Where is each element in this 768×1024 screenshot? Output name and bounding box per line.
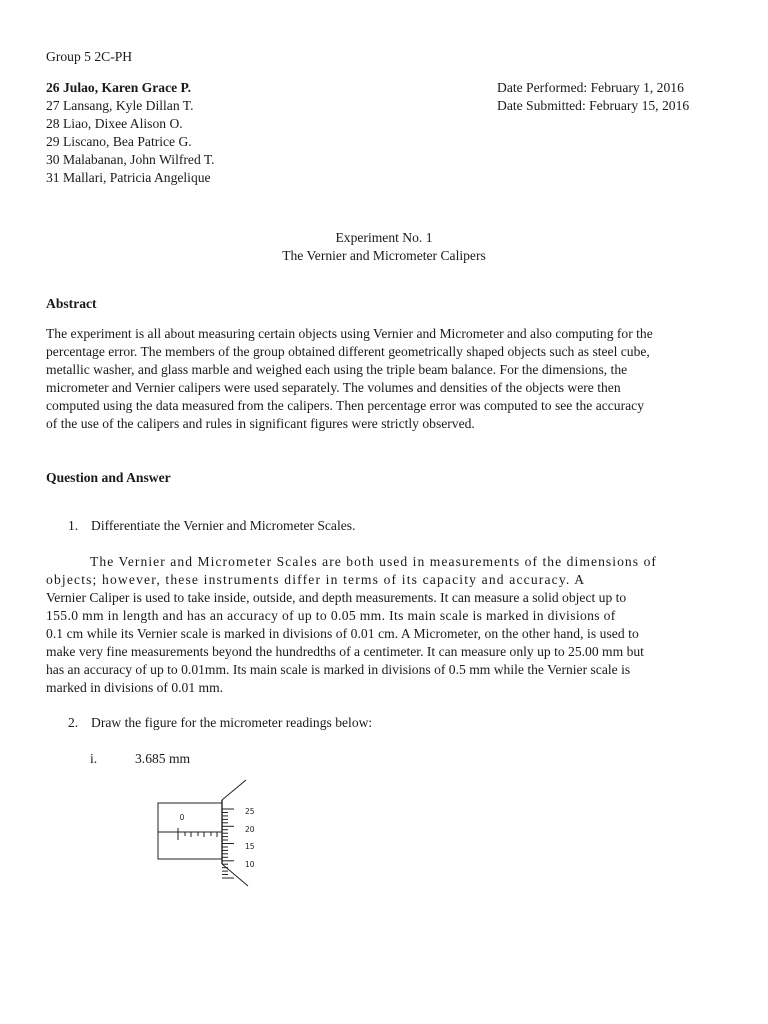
date-block: [497, 79, 689, 115]
answer-line: Vernier Caliper is used to take inside, outside, and depth measurements. It can measure a solid object up to: [46, 590, 627, 605]
thimble-label: 15: [245, 842, 255, 851]
thimble-label: 25: [245, 807, 255, 816]
abstract-line: percentage error. The members of the group obtained different geometrically shaped objects such as steel cube,: [46, 344, 650, 359]
question-2-text: Draw the figure for the micrometer readings below:: [91, 715, 373, 730]
abstract-line: of the use of the calipers and rules in significant figures were strictly observed.: [46, 416, 475, 431]
abstract-paragraph: [46, 325, 723, 433]
micrometer-sleeve: [158, 803, 222, 859]
answer-line: The Vernier and Micrometer Scales are both used in measurements of the dimensions of: [90, 554, 657, 569]
group-label: Group 5 2C-PH: [46, 49, 133, 64]
answer-line: objects; however, these instruments differ in terms of its capacity and accuracy. A: [46, 572, 586, 587]
abstract-line: metallic washer, and glass marble and weighed each using the triple beam balance. For the dimensions, the: [46, 362, 628, 377]
abstract-line: computed using the data measured from the calipers. Then percentage error was computed to see the accuracy: [46, 398, 644, 413]
abstract-line: The experiment is all about measuring certain objects using Vernier and Micrometer and also computing for the: [46, 326, 653, 341]
date-submitted: Date Submitted: February 15, 2016: [497, 98, 690, 113]
thimble-label: 20: [245, 825, 255, 834]
member-4: 29 Liscano, Bea Patrice G.: [46, 134, 192, 149]
reading-i-value: 3.685 mm: [135, 751, 191, 766]
answer-1-paragraph: [46, 553, 724, 697]
member-5: 30 Malabanan, John Wilfred T.: [46, 152, 215, 167]
thimble-label: 10: [245, 860, 255, 869]
answer-line: marked in divisions of 0.01 mm.: [46, 680, 224, 695]
micrometer-figure: [150, 776, 280, 892]
member-list: [46, 79, 215, 187]
member-2: 27 Lansang, Kyle Dillan T.: [46, 98, 194, 113]
sleeve-zero-label: 0: [179, 813, 185, 822]
member-3: 28 Liao, Dixee Alison O.: [46, 116, 183, 131]
abstract-heading: Abstract: [46, 296, 97, 311]
question-2-number: 2.: [68, 715, 79, 730]
abstract-line: micrometer and Vernier calipers were used separately. The volumes and densities of the objects were then: [46, 380, 621, 395]
qa-heading: Question and Answer: [46, 470, 171, 485]
question-1-number: 1.: [68, 518, 79, 533]
answer-line: 0.1 cm while its Vernier scale is marked in divisions of 0.01 cm. A Micrometer, on the other hand, is used to: [46, 626, 639, 641]
question-1-text: Differentiate the Vernier and Micrometer Scales.: [91, 518, 356, 533]
member-1: 26 Julao, Karen Grace P.: [46, 80, 191, 95]
date-performed: Date Performed: February 1, 2016: [497, 80, 684, 95]
thimble-top-line: [222, 780, 246, 800]
answer-line: has an accuracy of up to 0.01mm. Its main scale is marked in divisions of 0.5 mm while the Vernier scale is: [46, 662, 631, 677]
experiment-number: Experiment No. 1: [335, 230, 433, 245]
answer-line: make very fine measurements beyond the hundredths of a centimeter. It can measure only up to 25.00 mm but: [46, 644, 644, 659]
member-6: 31 Mallari, Patricia Angelique: [46, 170, 211, 185]
reading-i-label: i.: [90, 751, 98, 766]
experiment-title: The Vernier and Micrometer Calipers: [282, 248, 486, 263]
answer-line: 155.0 mm in length and has an accuracy of up to 0.05 mm. Its main scale is marked in divisions of: [46, 608, 616, 623]
thimble-ticks: [222, 809, 234, 878]
